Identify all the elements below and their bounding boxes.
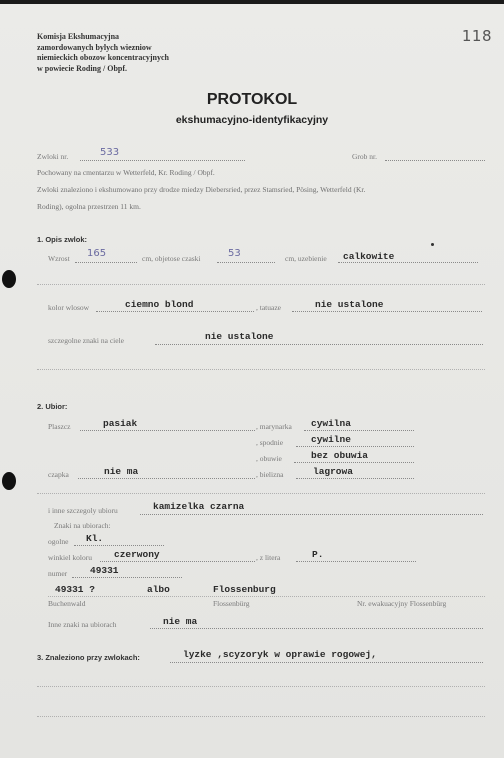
znaki-ciele-label: szczegolne znaki na ciele (48, 336, 124, 345)
marynarka-label: , marynarka (256, 422, 292, 431)
litera-field-line (296, 561, 416, 562)
zwloki-location-text-1: Zwloki znaleziono i ekshumowano przy drodze miedzy Diebersried, przez Stamsried, Pösing, Wetterfeld (Kr. (37, 185, 366, 194)
litera-label: , z litera (256, 553, 281, 562)
numer-label: numer (48, 569, 68, 578)
czaska-label: cm, objetose czaski (142, 254, 201, 263)
inne-znaki-value: nie ma (163, 616, 198, 627)
tatuaze-field-line (292, 311, 482, 312)
flossenburg-label: Flossenbürg (213, 599, 250, 608)
czapka-field-line (78, 478, 255, 479)
uzebienie-field-line (338, 262, 478, 263)
section1-heading: 1. Opis zwlok: (37, 235, 88, 244)
plaszcz-field-line (80, 430, 255, 431)
winkiel-value: czerwony (114, 549, 160, 560)
znaki-ciele-field-line (155, 344, 483, 345)
page-subtitle: ekshumacyjno-identyfikacyjny (175, 114, 329, 126)
czaska-value: 53 (228, 248, 241, 259)
bielizna-label: , bielizna (256, 470, 284, 479)
albo-value: albo (147, 584, 170, 595)
blank-line (37, 284, 485, 285)
header-line: Komisja Ekshumacyjna (37, 32, 120, 41)
zwloki-label: Zwloki nr. (37, 152, 69, 161)
uzebienie-value: calkowite (343, 251, 395, 262)
plaszcz-label: Plaszcz (48, 422, 71, 431)
numer-field-line (72, 577, 182, 578)
section3-heading (37, 653, 140, 662)
section2-heading: 2. Ubior: (37, 402, 68, 411)
wzrost-field-line (75, 262, 137, 263)
spodnie-value: cywilne (311, 434, 351, 445)
buchenwald-label: Buchenwald (48, 599, 86, 608)
plaszcz-value: pasiak (103, 418, 138, 429)
tatuaze-label: , tatuaze (256, 303, 281, 312)
kolor-field-line (96, 311, 254, 312)
czapka-value: nie ma (104, 466, 139, 477)
camp-numbers-line (48, 596, 485, 597)
marynarka-field-line (304, 430, 414, 431)
grob-label: Grob nr. (352, 152, 377, 161)
section3-field-line (170, 662, 483, 663)
bielizna-field-line (296, 478, 414, 479)
inne-szczegoly-field-line (140, 514, 483, 515)
spodnie-field-line (296, 446, 414, 447)
flossenburg-value: Flossenburg (213, 584, 276, 595)
buchenwald-value: 49331 ? (55, 584, 95, 595)
inne-szczegoly-label: i inne szczegoly ubioru (48, 506, 118, 515)
czapka-label: czapka (48, 470, 69, 479)
grob-field-line (385, 160, 485, 161)
winkiel-label: winkiel koloru (48, 553, 92, 562)
blank-line (37, 686, 485, 687)
uzebienie-label: cm, uzebienie (285, 254, 327, 263)
spodnie-label: , spodnie (256, 438, 284, 447)
ogolne-field-line (74, 545, 164, 546)
znaki-ubiorach-label: Znaki na ubiorach: (54, 521, 111, 530)
kolor-value: ciemno blond (125, 299, 194, 310)
ewakuacyjny-label: Nr. ewakuacyjny Flossenbürg (357, 599, 447, 608)
inne-znaki-field-line (150, 628, 483, 629)
obuwie-field-line (294, 462, 414, 463)
bielizna-value: lagrowa (313, 466, 353, 477)
blank-line (37, 716, 485, 717)
header-line: w powiecie Roding / Obpf. (37, 63, 128, 73)
page-title: PROTOKOL (206, 91, 298, 108)
numer-value: 49331 (90, 565, 119, 576)
litera-value: P. (312, 549, 324, 560)
kolor-label: kolor wlosow (48, 303, 90, 312)
marynarka-value: cywilna (311, 418, 351, 429)
pochowany-text: Pochowany na cmentarzu w Wetterfeld, Kr. Roding / Obpf. (37, 168, 215, 177)
blank-line (37, 369, 485, 370)
punch-hole-top (2, 270, 16, 288)
ink-dot (431, 243, 434, 246)
punch-hole-bottom (2, 472, 16, 490)
commission-header (37, 32, 169, 74)
inne-szczegoly-value: kamizelka czarna (153, 501, 245, 512)
header-line: zamordowanych bylych wiezniow (37, 42, 152, 52)
ogolne-label: ogolne (48, 537, 69, 546)
zwloki-value: 533 (100, 147, 120, 158)
header-line: niemieckich obozow koncentracyjnych (37, 53, 169, 62)
section3-value: lyzke ,scyzoryk w oprawie rogowej, (183, 649, 377, 660)
blank-line (37, 493, 485, 494)
winkiel-field-line (100, 561, 255, 562)
page-number: 118 (461, 27, 492, 45)
znaki-ciele-value: nie ustalone (205, 331, 274, 342)
obuwie-value: bez obuwia (311, 450, 369, 461)
scan-top-edge (0, 0, 504, 4)
czaska-field-line (217, 262, 275, 263)
wzrost-value: 165 (87, 248, 107, 259)
tatuaze-value: nie ustalone (315, 299, 384, 310)
inne-znaki-label: Inne znaki na ubiorach (48, 620, 117, 629)
section3-heading-text: 3. Znaleziono przy zwlokach: (37, 653, 140, 662)
ogolne-value: Kl. (86, 533, 104, 544)
zwloki-location-text-2: Roding), ogolna przestrzen 11 km. (37, 202, 141, 211)
wzrost-label: Wzrost (48, 254, 70, 263)
obuwie-label: , obuwie (256, 454, 282, 463)
zwloki-field-line (80, 160, 245, 161)
